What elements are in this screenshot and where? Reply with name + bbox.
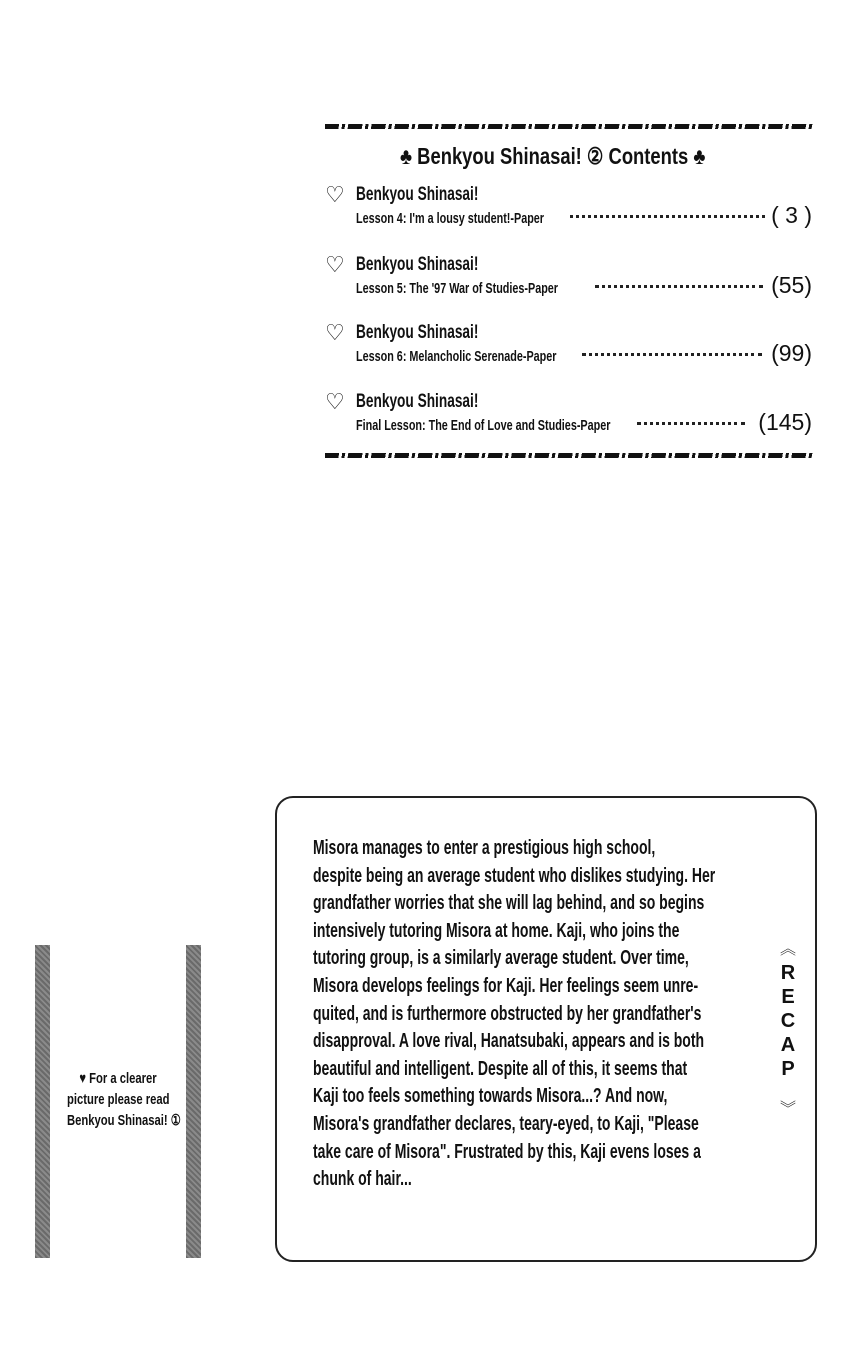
toc-entry — [325, 322, 815, 372]
toc-title: ♣ Benkyou Shinasai! ② Contents ♣ — [400, 143, 706, 169]
leader-dots — [582, 350, 762, 356]
toc-entry — [325, 184, 815, 234]
toc-entry — [325, 391, 815, 441]
heart-icon: ♡ — [325, 320, 345, 345]
entry-series: Benkyou Shinasai! — [356, 254, 479, 275]
entry-lesson: Lesson 4: I'm a lousy student!-Paper — [356, 210, 545, 227]
chevron-down-icon: ︾ — [779, 1101, 796, 1118]
heart-icon: ♡ — [325, 252, 345, 277]
leader-dots — [637, 419, 745, 425]
left-bar — [35, 945, 50, 1258]
right-bar — [186, 945, 201, 1258]
entry-page: (145) — [758, 409, 812, 435]
read-volume-note: ♥ For a clearer picture please read Benkyou Shinasai! ① — [67, 1070, 181, 1129]
chevron-up-icon: ︽ — [779, 941, 796, 958]
toc-bottom-border — [325, 453, 813, 458]
entry-page: ( 3 ) — [771, 202, 812, 228]
heart-icon: ♡ — [325, 389, 345, 414]
recap-label: RECAP — [777, 962, 799, 1082]
entry-series: Benkyou Shinasai! — [356, 184, 479, 205]
leader-dots — [595, 282, 763, 288]
toc-entry — [325, 254, 815, 304]
entry-series: Benkyou Shinasai! — [356, 391, 479, 412]
leader-dots — [570, 212, 765, 218]
entry-lesson: Lesson 6: Melancholic Serenade-Paper — [356, 348, 557, 365]
toc-top-border — [325, 124, 813, 129]
entry-lesson: Lesson 5: The '97 War of Studies-Paper — [356, 280, 559, 297]
entry-lesson: Final Lesson: The End of Love and Studies-Paper — [356, 417, 611, 434]
recap-text: Misora manages to enter a prestigious high school, despite being an average student who dislikes studying. Her grandfather worries that she will lag behind, and so begins intensively tutoring Misora at home. Kaji, who joins the tutoring group, is a similarly average student. Over time, Misora develops feelings for Kaji. Her feelings seem unre- quited, and is furthermore obstructed by her grandfather's disapproval. A love rival, Hanatsubaki, appears and is both beautiful and intelligent. Despite all of this, it seems that Kaji too feels something towards Misora...? And now, Misora's grandfather declares, teary-eyed, to Kaji, "Please take care of Misora". Frustrated by this, Kaji evens loses a chunk of hair... — [313, 837, 716, 1191]
heart-icon: ♡ — [325, 182, 345, 207]
entry-page: (99) — [771, 340, 812, 366]
entry-series: Benkyou Shinasai! — [356, 322, 479, 343]
entry-page: (55) — [771, 272, 812, 298]
